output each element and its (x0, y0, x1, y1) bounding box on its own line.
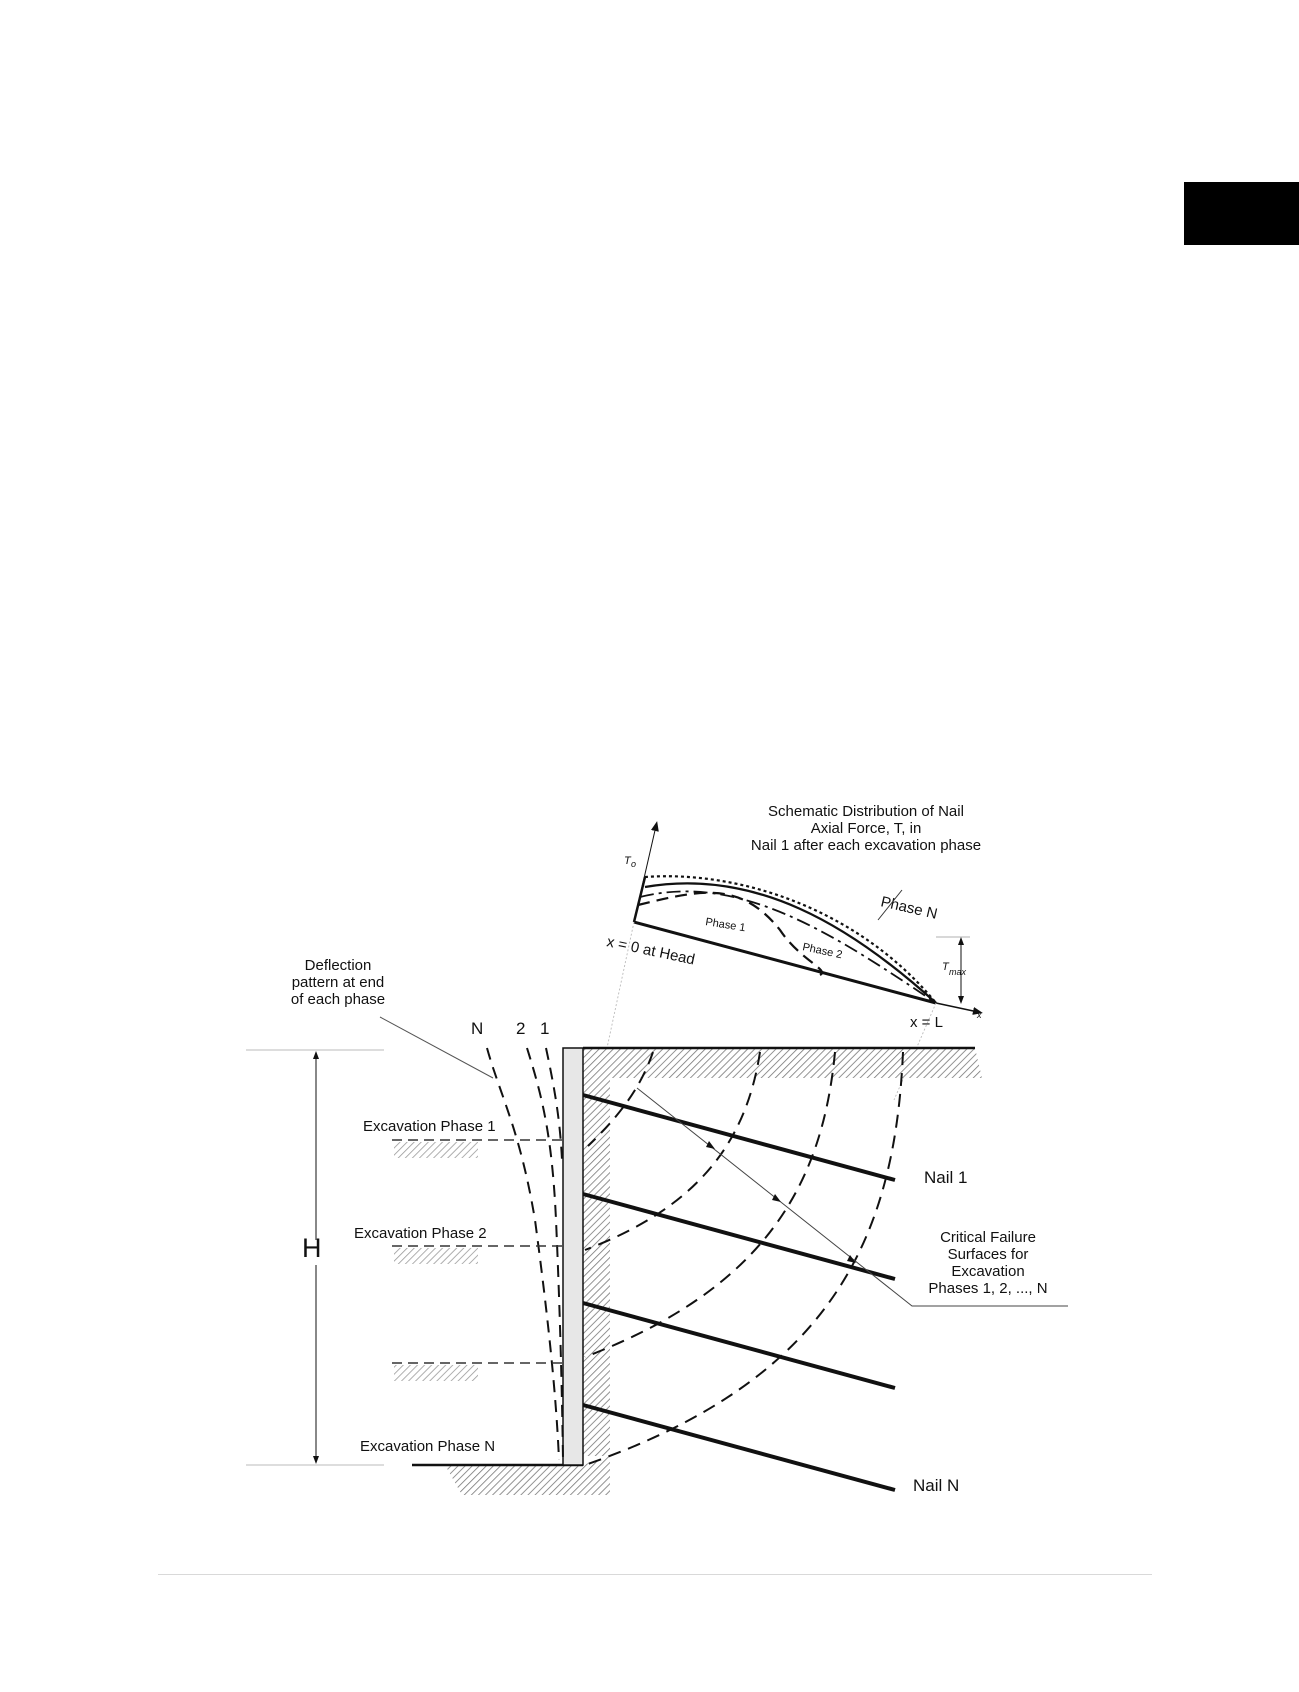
deflection-curve-1 (546, 1048, 562, 1160)
nail-n-label: Nail N (913, 1476, 960, 1495)
x-head-label: x = 0 at Head (605, 933, 697, 969)
t0-subscript: o (631, 859, 637, 869)
deflection-label-n: N (471, 1019, 484, 1038)
deflection-label-1: 1 (540, 1019, 550, 1038)
force-title-line-2: Axial Force, T, in (810, 820, 922, 837)
x-end-label: x = L (910, 1014, 943, 1031)
deflection-note-line-1: Deflection (304, 957, 372, 974)
deflection-note-line-2: pattern at end (291, 974, 385, 991)
deflection-label-2: 2 (516, 1019, 526, 1038)
soil-nail-wall (246, 957, 1068, 1495)
force-title-line-1: Schematic Distribution of Nail (768, 803, 964, 820)
phase-n-curve-label: Phase N (879, 893, 939, 923)
phase-1-curve-label: Phase 1 (704, 916, 747, 935)
force-title-line-3: Nail 1 after each excavation phase (750, 837, 982, 854)
deflection-curve-n (487, 1048, 559, 1460)
tmax-subscript: max (949, 967, 967, 977)
nail-1-label: Nail 1 (924, 1168, 968, 1187)
head-edge (634, 877, 645, 922)
excavation-phase-2-label: Excavation Phase 2 (354, 1225, 487, 1242)
excavation-level-3-hatch (394, 1365, 478, 1381)
phase-2-curve-label: Phase 2 (801, 941, 844, 962)
t0-label: T (624, 855, 631, 867)
excavation-level-1-hatch (394, 1142, 478, 1158)
wall-facing (563, 1048, 583, 1465)
excavation-level-2-hatch (394, 1248, 478, 1264)
failure-leader-arrow-2 (772, 1194, 781, 1202)
failure-leader-arrow-1 (706, 1141, 715, 1149)
x-axis-label: x (977, 1010, 982, 1020)
excavation-phase-n-label: Excavation Phase N (360, 1438, 496, 1455)
tmax-label: T (942, 961, 949, 973)
failure-label-line-2: Surfaces for (947, 1246, 1029, 1263)
failure-label-line-3: Excavation (951, 1263, 1025, 1280)
failure-label-line-4: Phases 1, 2, ..., N (928, 1280, 1048, 1297)
x-axis-arrow (936, 1003, 978, 1012)
failure-label-line-1: Critical Failure (940, 1229, 1036, 1246)
base-soil-hatch (445, 1456, 610, 1495)
height-label: H (302, 1233, 322, 1263)
retained-soil-hatch (583, 1048, 982, 1456)
nail-1 (583, 1095, 895, 1180)
nail-3 (583, 1303, 895, 1388)
excavation-phase-1-label: Excavation Phase 1 (363, 1118, 496, 1135)
deflection-note-line-3: of each phase (290, 991, 386, 1008)
